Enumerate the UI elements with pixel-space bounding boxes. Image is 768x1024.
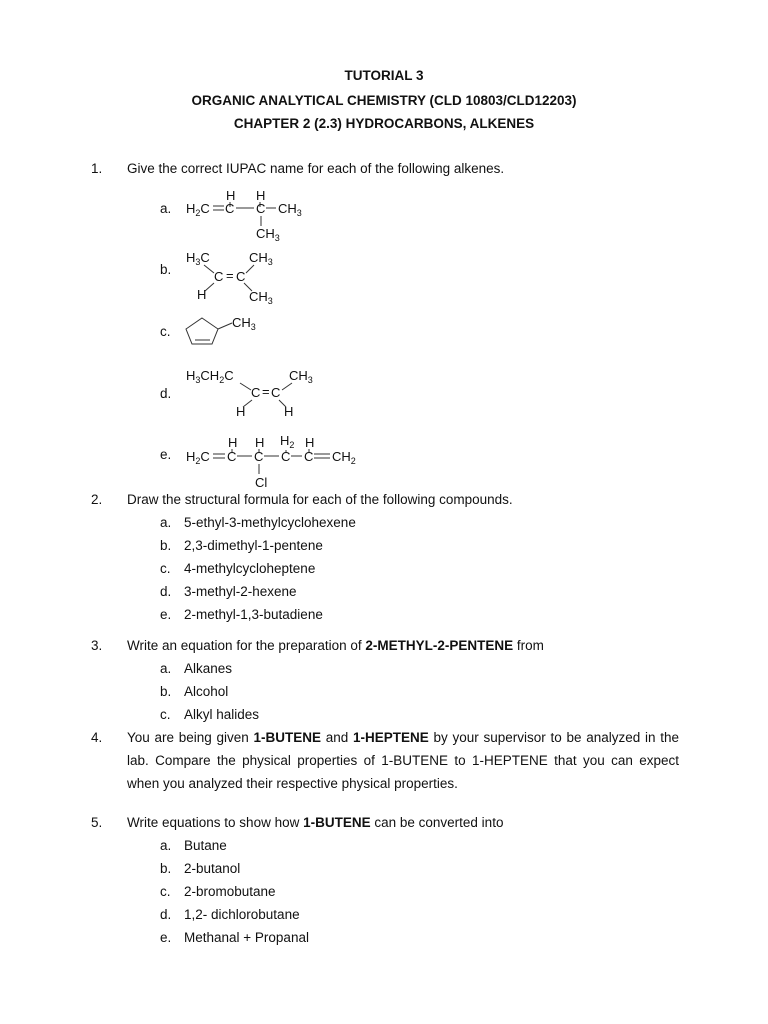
structure-e <box>186 433 356 490</box>
struct-e-h-d: H <box>305 435 315 450</box>
q5-item-c: c. 2-bromobutane <box>160 884 276 899</box>
question-2-text: Draw the structural formula for each of the following compounds. <box>127 492 513 507</box>
structure-a <box>186 188 302 243</box>
q2-item-b: b. 2,3-dimethyl-1-pentene <box>160 538 323 553</box>
q3-item-b: b. Alcohol <box>160 684 229 699</box>
chapter-title: CHAPTER 2 (2.3) HYDROCARBONS, ALKENES <box>233 116 535 131</box>
course-title: ORGANIC ANALYTICAL CHEMISTRY (CLD 10803/CLD12203) <box>191 93 577 108</box>
struct-d-c2: C <box>271 385 281 400</box>
struct-a-ch3: $CH_3$ <box>278 201 302 218</box>
question-1-text: Give the correct IUPAC name for each of the following alkenes. <box>127 161 505 176</box>
question-4-text: You are being given 1-BUTENE and 1-HEPTENE by your supervisor to be analyzed in the lab. Compare the physical properties of 1-BUTENE to 1-HEPTENE that you can expect when you analyzed their respective physical properties. <box>127 730 679 791</box>
question-5-text: Write equations to show how 1-BUTENE can be converted into <box>127 815 504 830</box>
struct-d-eq: = <box>262 384 270 399</box>
struct-d-h1: H <box>236 404 246 419</box>
q5-item-a: a. Butane <box>160 838 227 853</box>
struct-d-h3ch2c: $H_3CH_2C$ <box>186 368 234 385</box>
q2-item-c: c. 4-methylcycloheptene <box>160 561 316 576</box>
q2-item-d: d. 3-methyl-2-hexene <box>160 584 297 599</box>
structure-c <box>186 315 256 344</box>
struct-e-cl: Cl <box>255 475 268 490</box>
q3-item-c: c. Alkyl halides <box>160 707 260 722</box>
q5-item-e: e. Methanal + Propanal <box>160 930 309 945</box>
struct-e-ch2: $CH_2$ <box>332 449 356 466</box>
q2-item-e: e. 2-methyl-1,3-butadiene <box>160 607 323 622</box>
struct-b-c1: C <box>214 269 224 284</box>
chemical-structures <box>0 0 768 500</box>
question-3-text: Write an equation for the preparation of 2-METHYL-2-PENTENE from <box>127 638 544 653</box>
structure-c-label: c. <box>160 324 171 339</box>
struct-d-c1: C <box>251 385 261 400</box>
struct-a-h2: H <box>256 188 266 203</box>
struct-c-ch3: $CH_3$ <box>232 315 256 332</box>
structure-a-label: a. <box>160 201 172 216</box>
structure-d <box>186 368 313 419</box>
question-3-number: 3. <box>91 638 103 653</box>
structure-b-label: b. <box>160 262 172 277</box>
struct-a-c3: C <box>256 201 266 216</box>
struct-d-ch3: $CH_3$ <box>289 368 313 385</box>
struct-a-c2: C <box>225 201 235 216</box>
struct-e-c5: C <box>304 449 314 464</box>
question-2-number: 2. <box>91 492 103 507</box>
struct-b-c2: C <box>236 269 246 284</box>
struct-b-ch3a: $CH_3$ <box>249 250 273 267</box>
struct-e-c3: C <box>254 449 264 464</box>
tutorial-title: TUTORIAL 3 <box>344 68 424 83</box>
question-1-number: 1. <box>91 161 103 176</box>
struct-b-h: H <box>197 287 207 302</box>
q2-item-a: a. 5-ethyl-3-methylcyclohexene <box>160 515 356 530</box>
struct-a-ch3b: $CH_3$ <box>256 226 280 243</box>
struct-a-h2c: $H_2C$ <box>186 201 210 218</box>
struct-e-c4: C <box>281 449 291 464</box>
struct-e-h2c: $H_2C$ <box>186 449 210 466</box>
q5-item-b: b. 2-butanol <box>160 861 241 876</box>
q5-item-d: d. 1,2- dichlorobutane <box>160 907 300 922</box>
struct-d-h2: H <box>284 404 294 419</box>
struct-b-eq: = <box>226 268 234 283</box>
struct-b-ch3b: $CH_3$ <box>249 289 273 306</box>
structure-d-label: d. <box>160 386 172 401</box>
structure-b <box>186 250 273 306</box>
struct-e-c2: C <box>227 449 237 464</box>
q3-item-a: a. Alkanes <box>160 661 233 676</box>
structure-e-label: e. <box>160 447 172 462</box>
struct-e-h2-top: $H_2$ <box>280 433 295 450</box>
struct-e-h-a: H <box>228 435 238 450</box>
struct-e-h-b: H <box>255 435 265 450</box>
struct-a-h1: H <box>226 188 236 203</box>
question-5-number: 5. <box>91 815 103 830</box>
struct-b-h3c: $H_3C$ <box>186 250 210 267</box>
question-4-number: 4. <box>91 730 103 745</box>
